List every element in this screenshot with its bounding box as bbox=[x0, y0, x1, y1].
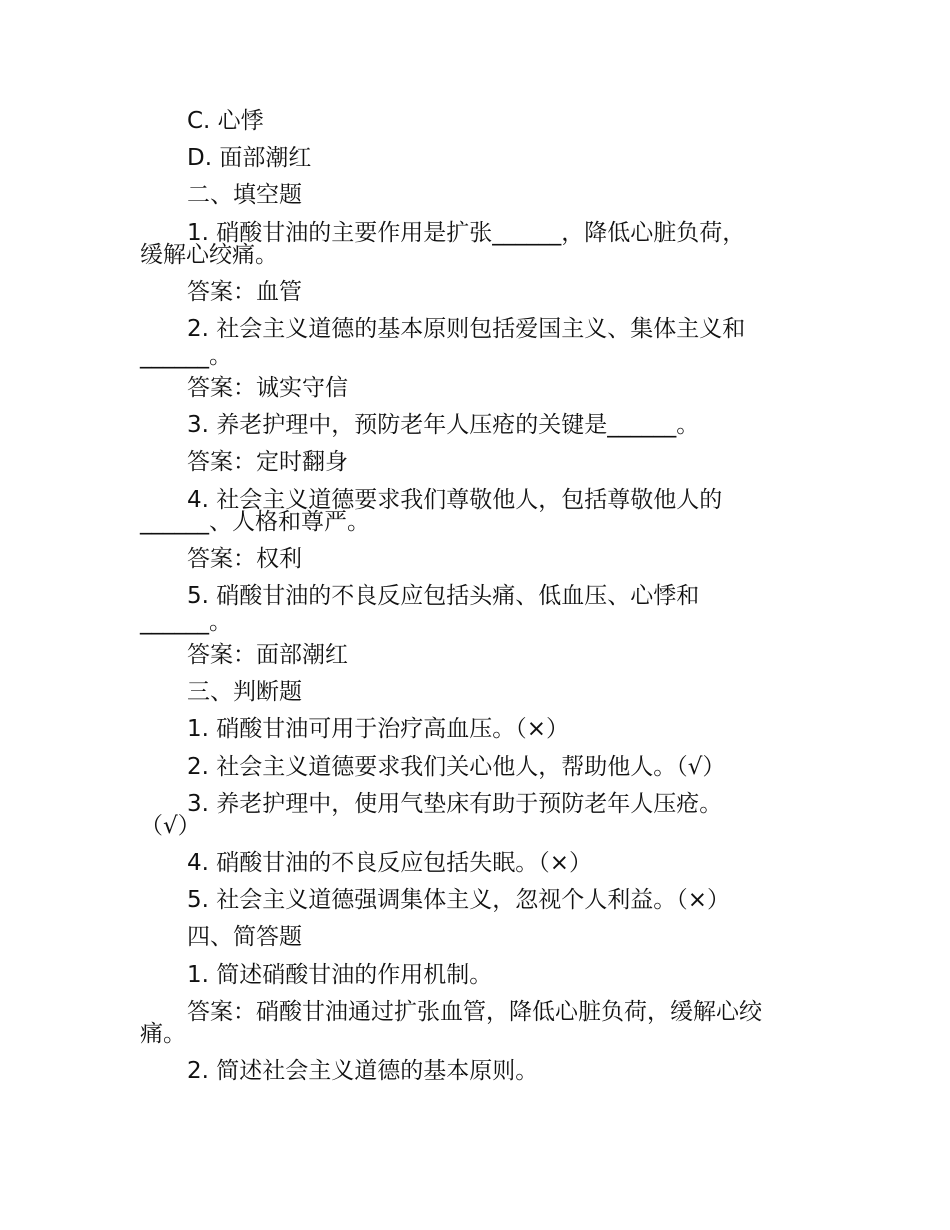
fill-question-5: 5. 硝酸甘油的不良反应包括头痛、低血压、心悸和 bbox=[187, 583, 700, 609]
option-d: D. 面部潮红 bbox=[187, 145, 312, 171]
fill-question-5-cont: ______。 bbox=[140, 609, 232, 635]
fill-question-2: 2. 社会主义道德的基本原则包括爱国主义、集体主义和 bbox=[187, 316, 746, 342]
fill-answer-4: 答案：权利 bbox=[187, 546, 302, 572]
fill-answer-5: 答案：面部潮红 bbox=[187, 642, 348, 668]
short-answer-1: 答案：硝酸甘油通过扩张血管，降低心脏负荷，缓解心绞 bbox=[187, 999, 762, 1025]
short-question-2: 2. 简述社会主义道德的基本原则。 bbox=[187, 1058, 539, 1084]
tf-question-2: 2. 社会主义道德要求我们关心他人，帮助他人。（√） bbox=[187, 754, 726, 780]
short-question-1: 1. 简述硝酸甘油的作用机制。 bbox=[187, 962, 493, 988]
fill-answer-2: 答案：诚实守信 bbox=[187, 375, 348, 401]
fill-question-4-cont: ______、人格和尊严。 bbox=[140, 509, 370, 535]
section-heading-true-false: 三、判断题 bbox=[187, 679, 302, 705]
fill-answer-3: 答案：定时翻身 bbox=[187, 449, 348, 475]
option-c: C. 心悸 bbox=[187, 108, 264, 134]
fill-question-1-cont: 缓解心绞痛。 bbox=[140, 242, 278, 268]
tf-question-4: 4. 硝酸甘油的不良反应包括失眠。（×） bbox=[187, 850, 593, 876]
fill-question-3: 3. 养老护理中，预防老年人压疮的关键是______。 bbox=[187, 412, 700, 438]
section-heading-short-answer: 四、简答题 bbox=[187, 924, 302, 950]
fill-question-2-cont: ______。 bbox=[140, 343, 232, 369]
tf-question-5: 5. 社会主义道德强调集体主义，忽视个人利益。（×） bbox=[187, 887, 731, 913]
tf-question-3: 3. 养老护理中，使用气垫床有助于预防老年人压疮。 bbox=[187, 791, 723, 817]
short-answer-1-cont: 痛。 bbox=[140, 1021, 186, 1047]
tf-question-3-cont: （√） bbox=[140, 813, 201, 839]
fill-answer-1: 答案：血管 bbox=[187, 279, 302, 305]
fill-question-4: 4. 社会主义道德要求我们尊敬他人，包括尊敬他人的 bbox=[187, 487, 723, 513]
section-heading-fill-in: 二、填空题 bbox=[187, 182, 302, 208]
fill-question-1: 1. 硝酸甘油的主要作用是扩张______，降低心脏负荷， bbox=[187, 220, 746, 246]
tf-question-1: 1. 硝酸甘油可用于治疗高血压。（×） bbox=[187, 716, 570, 742]
